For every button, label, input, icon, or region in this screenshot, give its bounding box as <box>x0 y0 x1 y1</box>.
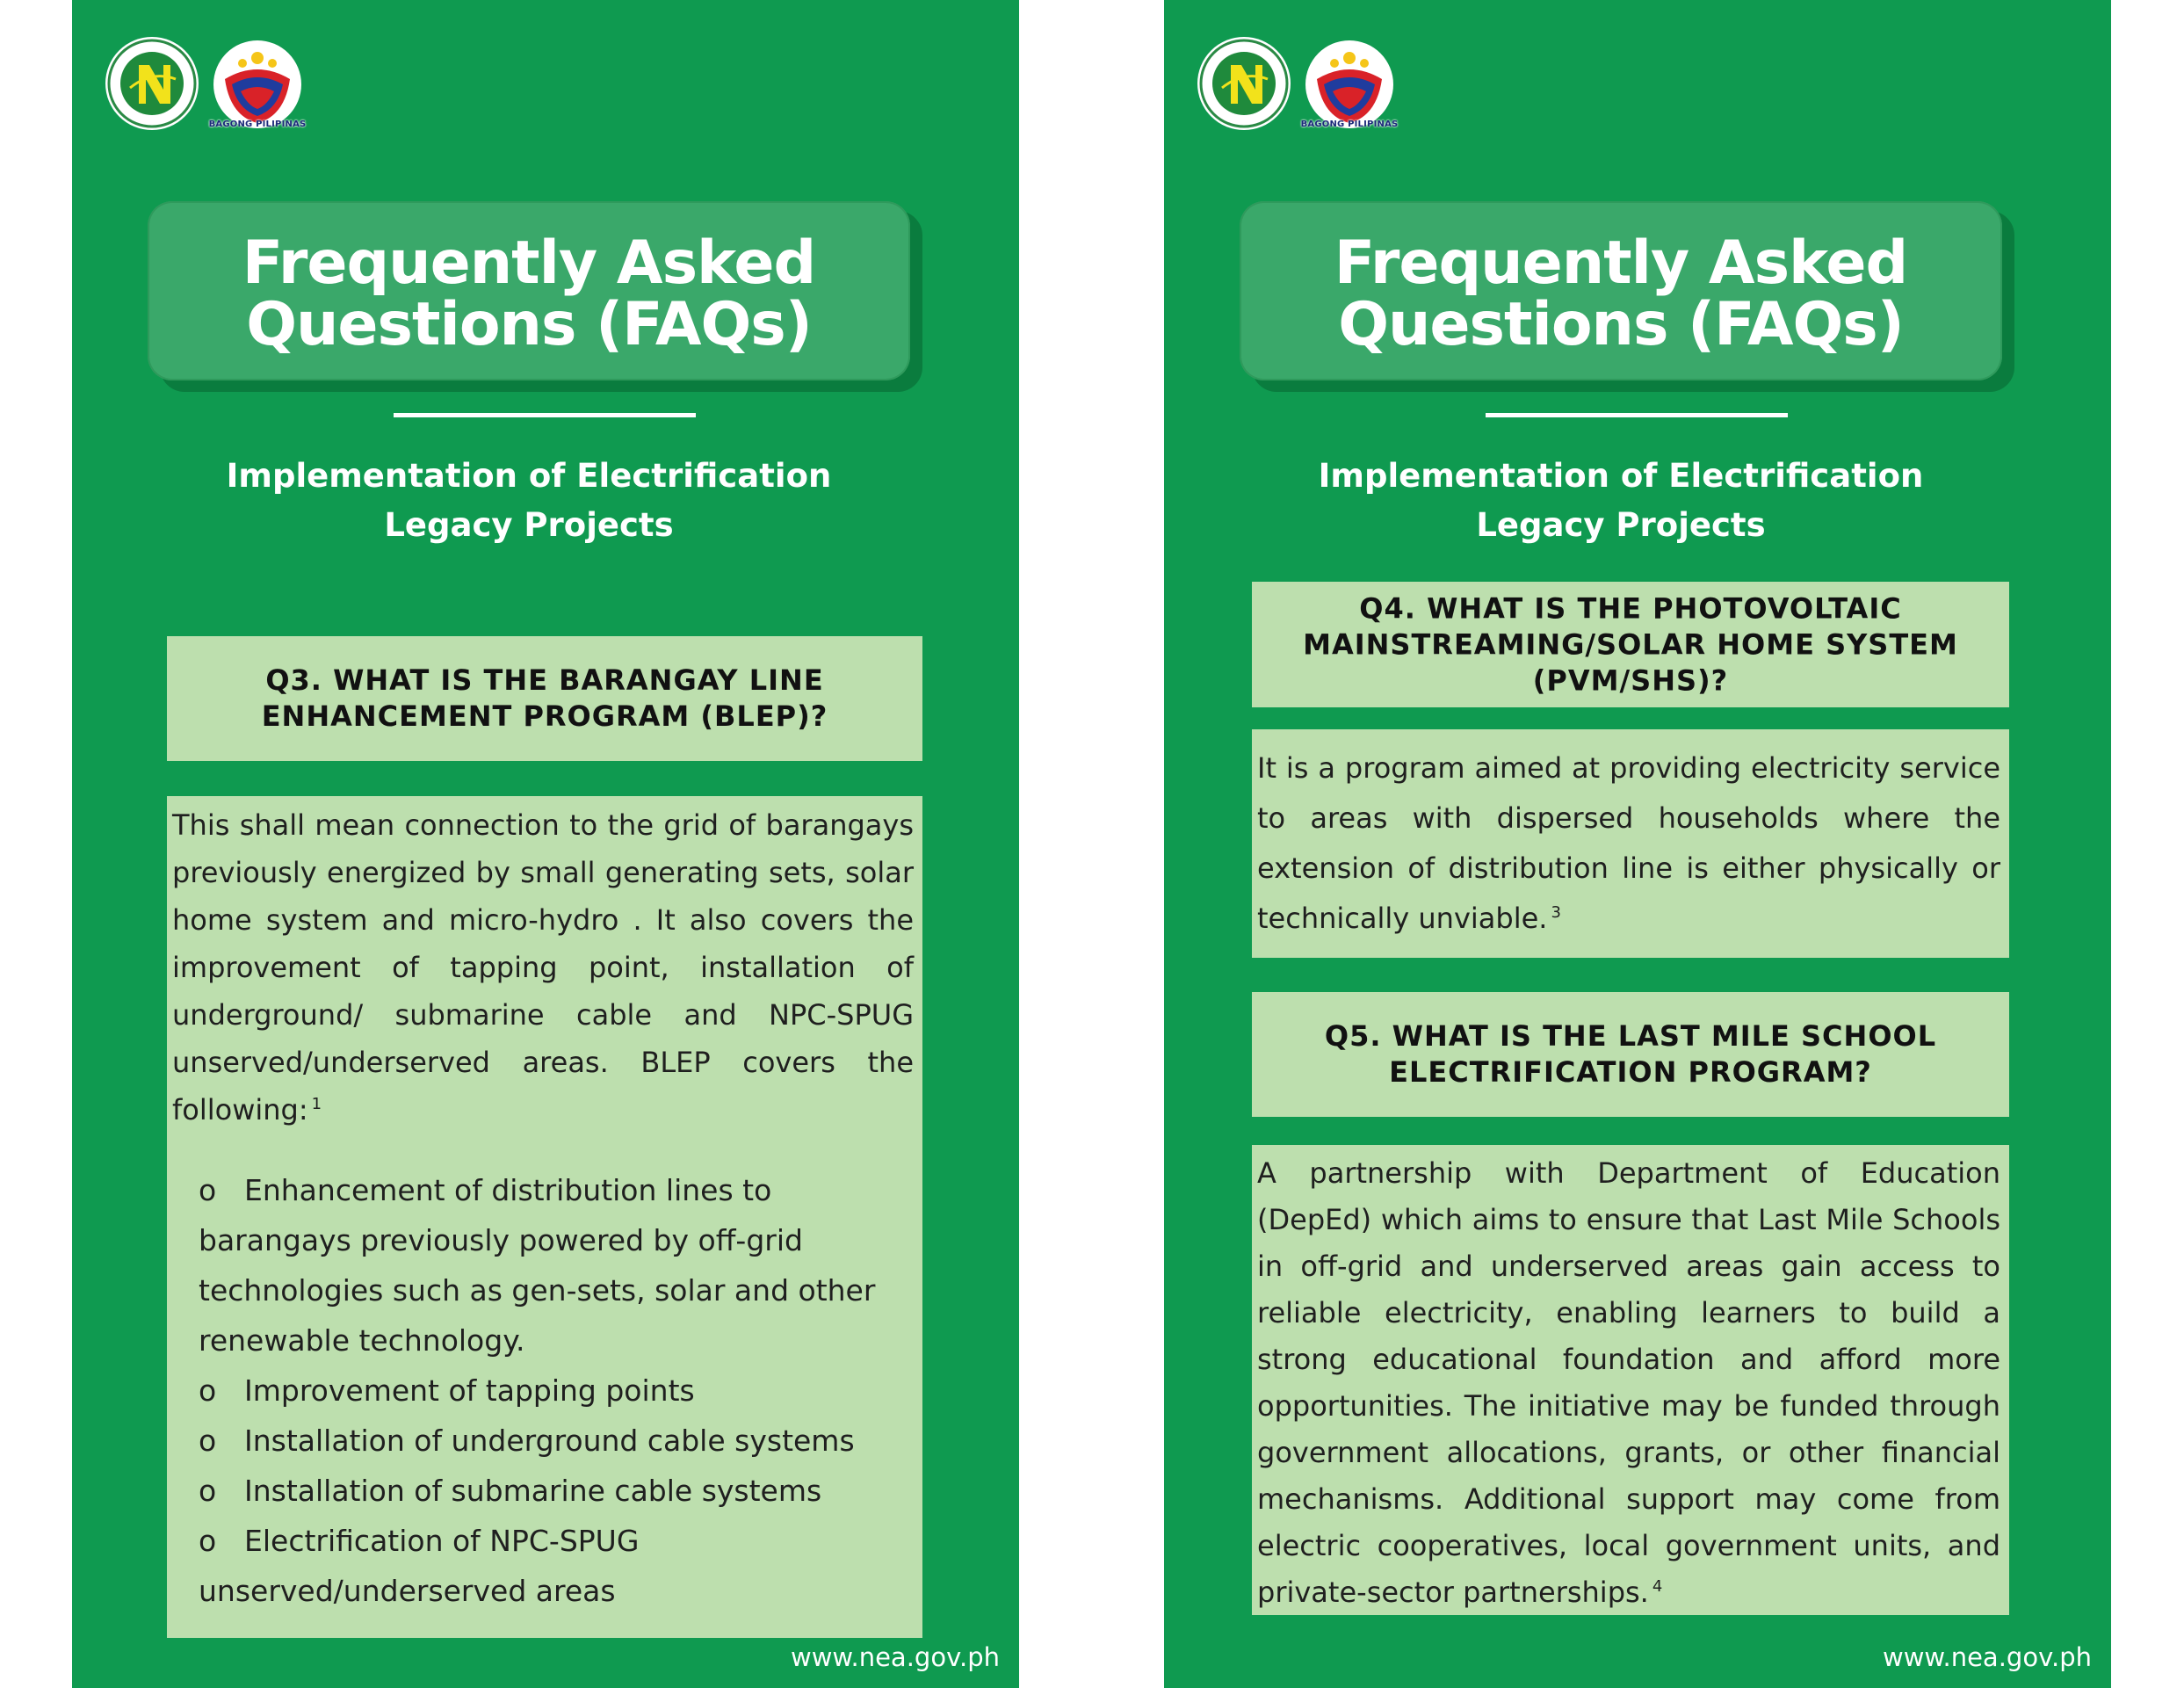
answer-q3-text: This shall mean connection to the grid of barangays previously energized by small generating sets, solar home system and micro-hydro . It also covers the improvement of tapping point, installation of underground/ submarine cable and NPC-SPUG unserved/underserved areas. BLEP covers the following: <box>172 808 914 1127</box>
question-q3 <box>184 663 905 735</box>
title-line-1: Frequently Asked <box>242 228 816 298</box>
answer-box-q4 <box>1252 729 2009 958</box>
bullet-marker: o <box>199 1373 217 1408</box>
answer-box-q3 <box>167 796 922 1638</box>
question-box-q3 <box>167 636 922 761</box>
question-box-q5 <box>1252 992 2009 1117</box>
bullet-text: Installation of underground cable systems <box>244 1424 855 1458</box>
question-q4-line-2: MAINSTREAMING/SOLAR HOME SYSTEM <box>1303 627 1958 661</box>
question-q3-line-1: Q3. WHAT IS THE BARANGAY LINE <box>265 663 824 697</box>
faq-panel-left <box>72 0 1019 1688</box>
website-link[interactable]: www.nea.gov.ph <box>791 1642 1000 1672</box>
page-subtitle <box>160 452 898 550</box>
bullet-marker: o <box>199 1524 217 1558</box>
list-item <box>199 1366 907 1416</box>
website-link[interactable]: www.nea.gov.ph <box>1883 1642 2092 1672</box>
footnote-4: 4 <box>1652 1577 1663 1597</box>
question-q4 <box>1269 590 1992 699</box>
nea-seal-icon <box>104 35 200 132</box>
question-q5-line-2: ELECTRIFICATION PROGRAM? <box>1389 1055 1872 1089</box>
answer-q4 <box>1257 743 2000 944</box>
title-line-2: Questions (FAQs) <box>246 290 812 359</box>
question-box-q4 <box>1252 582 2009 707</box>
subtitle-line-2: Legacy Projects <box>384 506 674 544</box>
title-line-1: Frequently Asked <box>1334 228 1908 298</box>
bullet-text: Improvement of tapping points <box>244 1373 695 1408</box>
bullet-text: Installation of submarine cable systems <box>244 1474 822 1508</box>
footnote-1: 1 <box>311 1095 322 1114</box>
list-item <box>199 1466 907 1516</box>
list-item <box>199 1516 907 1616</box>
question-q4-line-3: (PVM/SHS)? <box>1532 663 1729 697</box>
bagong-pilipinas-label: BAGONG PILIPINAS <box>1300 120 1399 129</box>
footnote-3: 3 <box>1551 903 1561 923</box>
bullet-marker: o <box>199 1173 217 1207</box>
answer-q5-text: A partnership with Department of Education (DepEd) which aims to ensure that Last Mile Schools in off-grid and underserved areas gain access to reliable electricity, enabling learners to build a strong educational foundation and afford more opportunities. The initiative may be funded through government allocations, grants, or other financial mechanisms. Additional support may come from electric cooperatives, local government units, and private-sector partnerships. <box>1257 1156 2000 1609</box>
answer-q4-text: It is a program aimed at providing electricity service to areas with dispersed households where the extension of distribution line is either physically or technically unviable. <box>1257 751 2000 935</box>
title-line-2: Questions (FAQs) <box>1338 290 1904 359</box>
title-divider <box>1486 413 1788 417</box>
subtitle-line-1: Implementation of Electrification <box>1318 457 1924 495</box>
title-card <box>1240 201 2002 380</box>
page-title <box>1240 228 2002 359</box>
page-title <box>148 228 910 359</box>
faq-panel-right <box>1164 0 2111 1688</box>
bullet-text: Enhancement of distribution lines to barangays previously powered by off-grid technologies such as gen-sets, solar and other renewable technology. <box>199 1173 876 1358</box>
bagong-pilipinas-label: BAGONG PILIPINAS <box>208 120 307 129</box>
list-item <box>199 1165 907 1366</box>
answer-box-q5 <box>1252 1145 2009 1615</box>
question-q5 <box>1269 1018 1992 1090</box>
list-item <box>199 1416 907 1466</box>
question-q4-line-1: Q4. WHAT IS THE PHOTOVOLTAIC <box>1359 591 1902 625</box>
page-subtitle <box>1252 452 1990 550</box>
title-divider <box>394 413 696 417</box>
question-q3-line-2: ENHANCEMENT PROGRAM (BLEP)? <box>261 699 828 733</box>
title-card <box>148 201 910 380</box>
subtitle-line-1: Implementation of Electrification <box>226 457 832 495</box>
nea-seal-icon <box>1196 35 1292 132</box>
answer-q3 <box>172 801 914 1134</box>
bullet-marker: o <box>199 1424 217 1458</box>
question-q5-line-1: Q5. WHAT IS THE LAST MILE SCHOOL <box>1324 1019 1937 1053</box>
blep-bullet-list <box>199 1165 907 1616</box>
bullet-text: Electrification of NPC-SPUG unserved/underserved areas <box>199 1524 640 1608</box>
bullet-marker: o <box>199 1474 217 1508</box>
answer-q5 <box>1257 1150 2000 1616</box>
subtitle-line-2: Legacy Projects <box>1476 506 1766 544</box>
